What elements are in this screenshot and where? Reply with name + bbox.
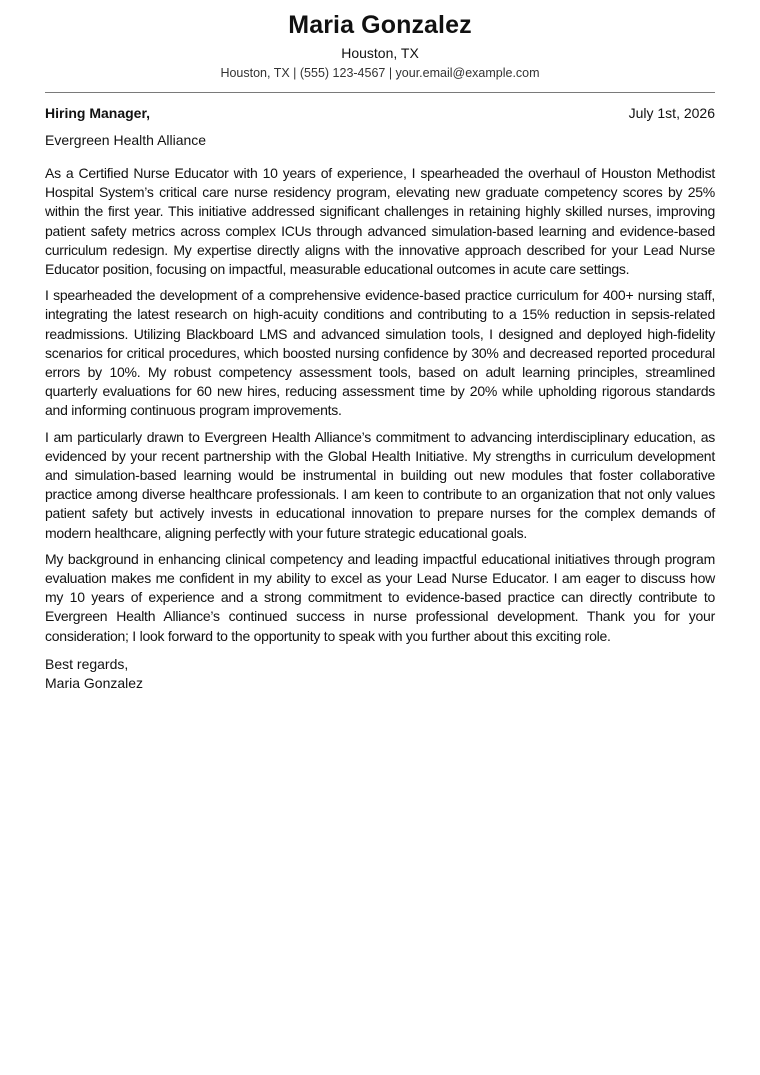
body-paragraph: I am particularly drawn to Evergreen Health Alliance’s commitment to advancing interdisciplinary education, as evidenced by your recent partnership with the Global Health Initiative. My strengths in curriculum development and simulation-based learning would be instrumental in building out new modules that foster collaborative practice among diverse healthcare professionals. I am keen to contribute to an organization that not only values patient safety but actively invests in educational innovation to prepare nurses for the complex demands of modern healthcare, aligning perfectly with your future strategic educational goals. (45, 428, 715, 541)
header-divider (45, 92, 715, 93)
body-paragraph: As a Certified Nurse Educator with 10 years of experience, I spearheaded the overhaul of Houston Methodist Hospital System’s critical care nurse residency program, elevating new graduate competency scores by 25% within the first year. This initiative addressed significant challenges in retaining highly skilled nurses, improving patient safety metrics across complex ICUs through advanced simulation-based learning and evidence-based curriculum redesign. My expertise directly aligns with the innovative approach described for your Lead Nurse Educator position, focusing on impactful, measurable educational outcomes in acute care settings. (45, 165, 715, 278)
recipient-date-row (45, 104, 715, 122)
body-paragraph: I spearheaded the development of a comprehensive evidence-based practice curriculum for 400+ nursing staff, integrating the latest research on high-acuity conditions and contributing to a 15% reduction in sepsis-related readmissions. Utilizing Blackboard LMS and advanced simulation tools, I designed and deployed high-fidelity scenarios for critical procedures, which boosted nursing confidence by 30% and decreased reported procedural errors by 10%. My robust competency assessment tools, based on adult learning principles, streamlined quarterly evaluations for 60 new hires, reducing assessment time by 20% while upholding rigorous standards and informing continuous program improvements. (45, 287, 715, 419)
recipient-company: Evergreen Health Alliance (45, 132, 207, 148)
closing-signature: Maria Gonzalez (45, 674, 144, 691)
letter-date: July 1st, 2026 (628, 105, 715, 121)
letter-body (45, 164, 715, 646)
body-paragraph: My background in enhancing clinical competency and leading impactful educational initiatives through program evaluation makes me confident in my ability to excel as your Lead Nurse Educator. I am eager to discuss how my 10 years of experience and a strong commitment to evidence-based practice can directly contribute to Evergreen Health Alliance’s continued success in nurse professional development. Thank you for your consideration; I look forward to the opportunity to speak with you further about this exciting role. (45, 550, 715, 644)
letter-header (45, 10, 715, 81)
cover-letter-page (45, 0, 715, 693)
applicant-contact-line: Houston, TX | (555) 123-4567 | your.email@example.com (220, 66, 540, 80)
closing-salutation: Best regards, (45, 655, 129, 672)
applicant-name: Maria Gonzalez (288, 11, 472, 39)
recipient-title: Hiring Manager, (45, 105, 151, 121)
applicant-location: Houston, TX (341, 45, 419, 61)
letter-closing (45, 655, 715, 693)
